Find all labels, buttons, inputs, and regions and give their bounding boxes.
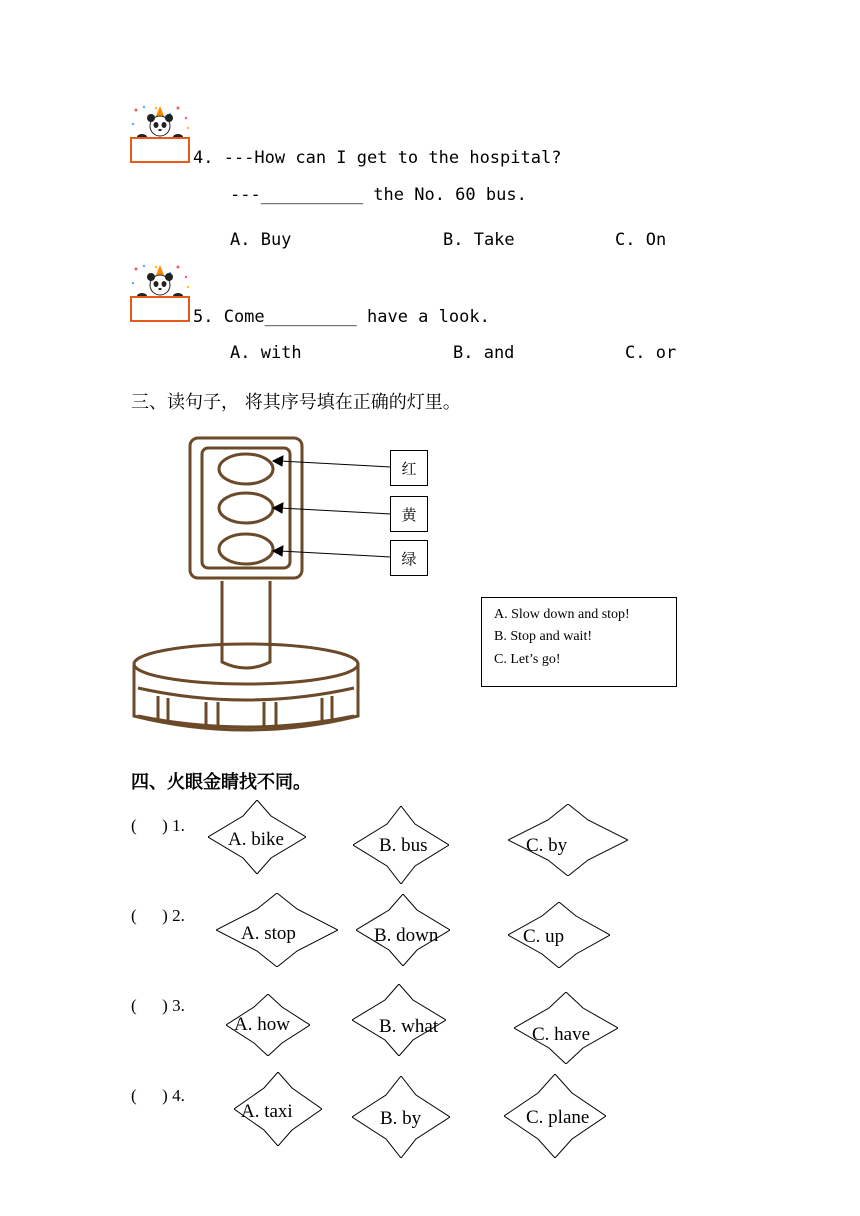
word-star-4b: [352, 1076, 450, 1158]
answer-paren-4: ( ) 4.: [131, 1086, 185, 1105]
green-light-label: 绿: [390, 540, 428, 576]
word-2b: B. down: [374, 925, 439, 946]
question-4-option-a: A. Buy: [230, 230, 292, 250]
question-4-option-b: B. Take: [443, 230, 515, 250]
yellow-light-label: 黄: [390, 496, 428, 532]
word-star-3b: [352, 984, 446, 1056]
word-1b: B. bus: [379, 835, 428, 856]
sentence-option-a: A. Slow down and stop!: [494, 607, 630, 622]
panda-decoration-icon: [130, 263, 192, 321]
question-4-option-c: C. On: [615, 230, 667, 250]
word-star-3c: [514, 992, 618, 1064]
word-3c: C. have: [532, 1024, 591, 1045]
word-1a: A. bike: [228, 829, 284, 850]
word-4c: C. plane: [526, 1107, 590, 1128]
question-5-option-b: B. and: [453, 343, 515, 363]
word-star-3a: [226, 994, 310, 1056]
section-4-title: 四、火眼金睛找不同。: [131, 772, 311, 793]
word-2c: C. up: [523, 926, 565, 947]
word-star-4a: [234, 1072, 322, 1146]
sentence-option-c: C. Let’s go!: [494, 652, 561, 667]
question-4-text: 4. ---How can I get to the hospital?: [193, 148, 562, 168]
sentence-option-b: B. Stop and wait!: [494, 629, 592, 644]
answer-paren-1: ( ) 1.: [131, 816, 185, 835]
word-1c: C. by: [526, 835, 568, 856]
answer-paren-3: ( ) 3.: [131, 996, 185, 1015]
word-star-2b: [356, 894, 450, 966]
answer-paren-2: ( ) 2.: [131, 906, 185, 925]
sentence-options-box: [481, 597, 677, 687]
word-star-1b: [353, 806, 449, 884]
word-star-2c: [508, 902, 610, 968]
word-star-2a: [216, 893, 338, 967]
word-2a: A. stop: [241, 923, 296, 944]
question-5-text: 5. Come_________ have a look.: [193, 307, 490, 327]
section-3-title: 三、读句子， 将其序号填在正确的灯里。: [131, 392, 461, 413]
word-star-1a: [208, 800, 306, 874]
question-5-option-c: C. or: [625, 343, 677, 363]
word-4b: B. by: [380, 1108, 422, 1129]
word-3a: A. how: [234, 1014, 290, 1035]
word-3b: B. what: [379, 1016, 439, 1037]
panda-decoration-icon: [130, 104, 192, 162]
word-star-1c: [508, 804, 628, 876]
word-star-4c: [504, 1074, 606, 1158]
question-5-option-a: A. with: [230, 343, 302, 363]
arrow-lines: [270, 450, 392, 565]
word-4a: A. taxi: [241, 1101, 293, 1122]
question-4-answer-line: ---__________ the No. 60 bus.: [230, 185, 527, 205]
red-light-label: 红: [390, 450, 428, 486]
